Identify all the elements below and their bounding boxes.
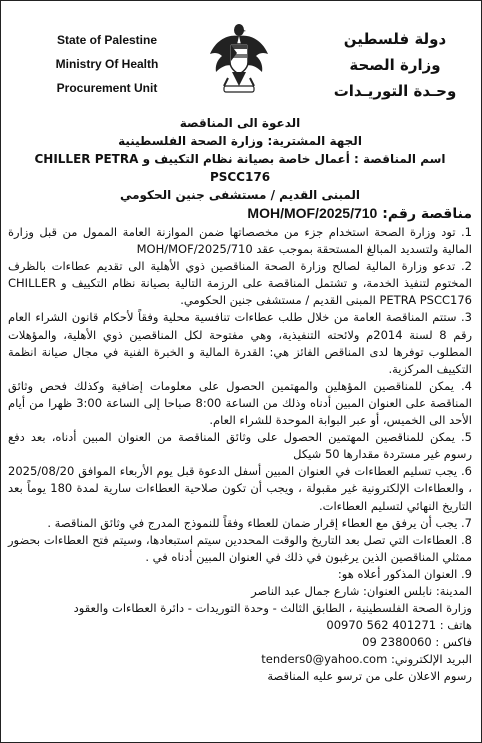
tender-number-line	[8, 204, 472, 224]
buyer-line: الجهة المشترية: وزارة الصحة الفلسطينية	[118, 134, 362, 148]
header-ar-ministry: وزارة الصحة	[349, 56, 441, 74]
header-en-ministry: Ministry Of Health	[55, 57, 159, 71]
email-label: البريد الإلكتروني:	[390, 652, 472, 667]
clause-6: 6. يجب تسليم العطاءات في العنوان المبين أسفل الدعوة قبل يوم الأربعاء الموافق 2025/08/20 ، والعطاءات الإلكترونية غير مقبولة ، ويجب أن تكون صلاحية العطاءات سارية لمدة 180 يوماً بعد التاريخ النهائي لتسليم العطاءات.	[8, 464, 473, 513]
clause-3: 3. ستتم المناقصة العامة من خلال طلب عطاءات تنافسية محلية وفقاً لأحكام قانون الشراء العام رقم 8 لسنة 2014م ولائحته التنفيذية، وهي مفتوحة لكل المناقصين ذوي الأهلية، والمؤهلات المطلوب توفرها لدى المناقص الفائز هي: القدرة المالية و الخبرة الفنية في مجال صيانة انظمة التكييف المركزية.	[8, 310, 472, 376]
clause-7: 7. يجب أن يرفق مع العطاء إقرار ضمان للعطاء وفقاً للنموذج المدرج في وثائق المناقصة .	[47, 515, 472, 530]
clause-9: 9. العنوان المذكور أعلاه هو:	[337, 566, 472, 581]
header-en-unit: Procurement Unit	[56, 81, 158, 95]
location-line: المبنى القديم / مستشفى جنين الحكومي	[119, 188, 361, 202]
palestine-eagle-emblem-icon	[206, 16, 272, 98]
address-phone	[8, 617, 472, 634]
header-ar-unit: وحـدة التوريـدات	[333, 82, 457, 100]
phone-number: 00970 562 401271	[326, 618, 437, 633]
clause-1: 1. تود وزارة الصحة استخدام جزء من مخصصاتها ضمن الموازنة العامة الممول من قبل وزارة المالية ولتسديد المبالغ المستحقة بموجب عقد MOH/MOF/2025/710	[8, 225, 472, 257]
header-ar-state: دولة فلسطين	[343, 30, 447, 48]
arabic-header	[320, 26, 470, 104]
address-ministry: وزارة الصحة الفلسطينية ، الطابق الثالث - وحدة التوريدات - دائرة العطاءات والعقود	[73, 601, 472, 616]
english-header	[32, 28, 182, 100]
address-fax	[8, 634, 472, 651]
advert-fee-note: رسوم الاعلان على من ترسو عليه المناقصة	[267, 669, 472, 684]
address-block	[8, 583, 472, 686]
tender-notice-body	[8, 114, 472, 686]
clause-4: 4. يمكن للمناقصين المؤهلين والمهتمين الحصول على معلومات إضافية وكذلك فحص وثائق المناقصة على العنوان المبين أدناه وذلك من الساعة 8:00 صباحا إلى الساعة 3:00 ظهرا من أيام الأحد الى الخميس، أو عبر البوابة الموحدة للشراء العام.	[8, 378, 472, 428]
tender-number-label: مناقصة رقم:	[382, 206, 472, 222]
phone-label: هاتف :	[439, 618, 472, 633]
fax-number: 09 2380060	[362, 635, 432, 650]
fax-label: فاكس :	[435, 635, 472, 650]
email-address[interactable]: tenders0@yahoo.com	[261, 652, 388, 667]
header-en-state: State of Palestine	[56, 33, 158, 47]
address-email	[8, 651, 472, 668]
tender-number: MOH/MOF/2025/710	[247, 205, 378, 221]
clause-8: 8. العطاءات التي تصل بعد التاريخ والوقت المحددين سيتم استبعادها، وسيتم فتح العطاءات بحضور ممثلي المناقصين الذين يرغبون في ذلك في العنوان المبين أدناه في .	[8, 532, 472, 564]
clause-2: 2. تدعو وزارة المالية لصالح وزارة الصحة المناقصين ذوي الأهلية الى تقديم عطاءات بالظرف المختوم لتنفيذ الخدمة، و تشتمل المناقصة على الرزمة التالية بصيانة نظام التكييف و CHILLER PETRA PSCC176 المبنى القديم / مستشفى جنين الحكومي.	[8, 259, 472, 308]
address-city: المدينة: نابلس العنوان: شارع جمال عبد الناصر	[251, 583, 472, 598]
tender-name-line: اسم المناقصة : أعمال خاصة بصيانة نظام التكييف و CHILLER PETRA PSCC176	[34, 152, 446, 184]
invitation-heading: الدعوة الى المناقصة	[179, 116, 301, 130]
clause-5: 5. يمكن للمناقصين المهتمين الحصول على وثائق المناقصة من العنوان المبين أدناه، بعد دفع رسوم غير مستردة مقدارها 50 شيكل	[8, 430, 472, 462]
